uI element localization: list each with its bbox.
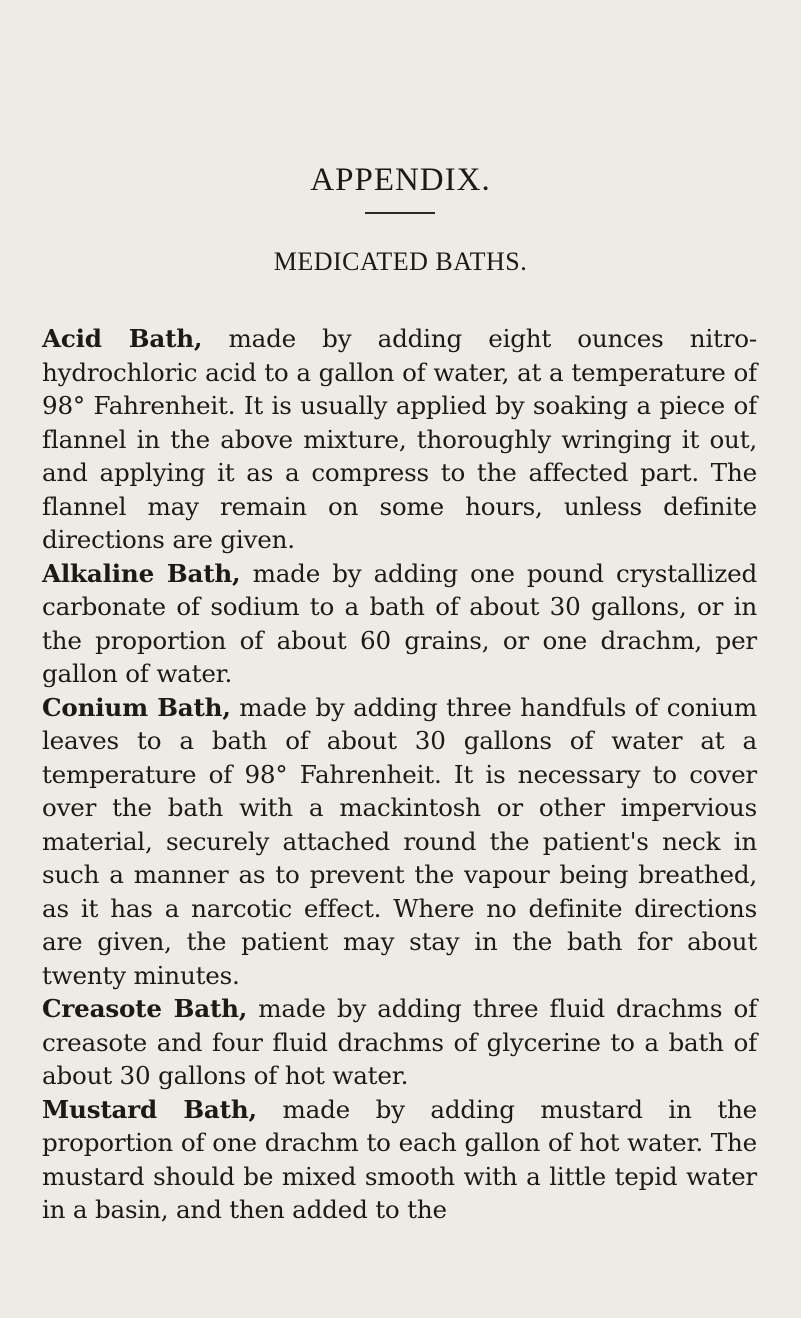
entry-alkaline-bath [42,557,757,691]
entry-text: made by adding three handfuls of conium leaves to a bath of about 30 gallons of water at a temperature of 98° Fahrenheit. It is necessary to cover over the bath with a mackintosh or other impervious material, securely attached round the patient's neck in such a manner as to prevent the vapour being breathed, as it has a narcotic effect. Where no definite directions are given, the patient may stay in the bath for about twenty minutes. [42,692,757,990]
entry-acid-bath [42,322,757,557]
entry-text: made by adding three fluid drachms of creasote and four fluid drachms of glycerine to a bath of about 30 gallons of hot water. [42,994,757,1090]
entry-text: made by adding mustard in the proportion of one drachm to each gallon of hot water. The mustard should be mixed smooth with a little tepid water in a basin, and then added to the [42,1094,757,1224]
entry-creasote-bath [42,992,757,1093]
entry-text: made by adding eight ounces nitro-hydrochloric acid to a gallon of water, at a temperature of 98° Fahrenheit. It is usually applied by soaking a piece of flannel in the above mixture, thoroughly wringing it out, and applying it as a compress to the affected part. The flannel may remain on some hours, unless definite directions are given. [42,324,757,554]
entry-conium-bath [42,691,757,993]
entry-term: Creasote Bath, [42,994,248,1023]
title-rule [365,212,435,214]
section-title: MEDICATED BATHS. [273,247,528,276]
body-text [42,322,757,1227]
entry-mustard-bath [42,1093,757,1227]
entry-term: Conium Bath, [42,692,231,722]
appendix-title: APPENDIX. [310,162,491,198]
entry-term: Alkaline Bath, [42,558,241,588]
entry-term: Acid Bath, [42,324,203,353]
entry-term: Mustard Bath, [42,1094,257,1124]
entry-text: made by adding one pound crystallized carbonate of sodium to a bath of about 30 gallons, or in the proportion of about 60 grains, or one drachm, per gallon of water. [42,558,757,688]
